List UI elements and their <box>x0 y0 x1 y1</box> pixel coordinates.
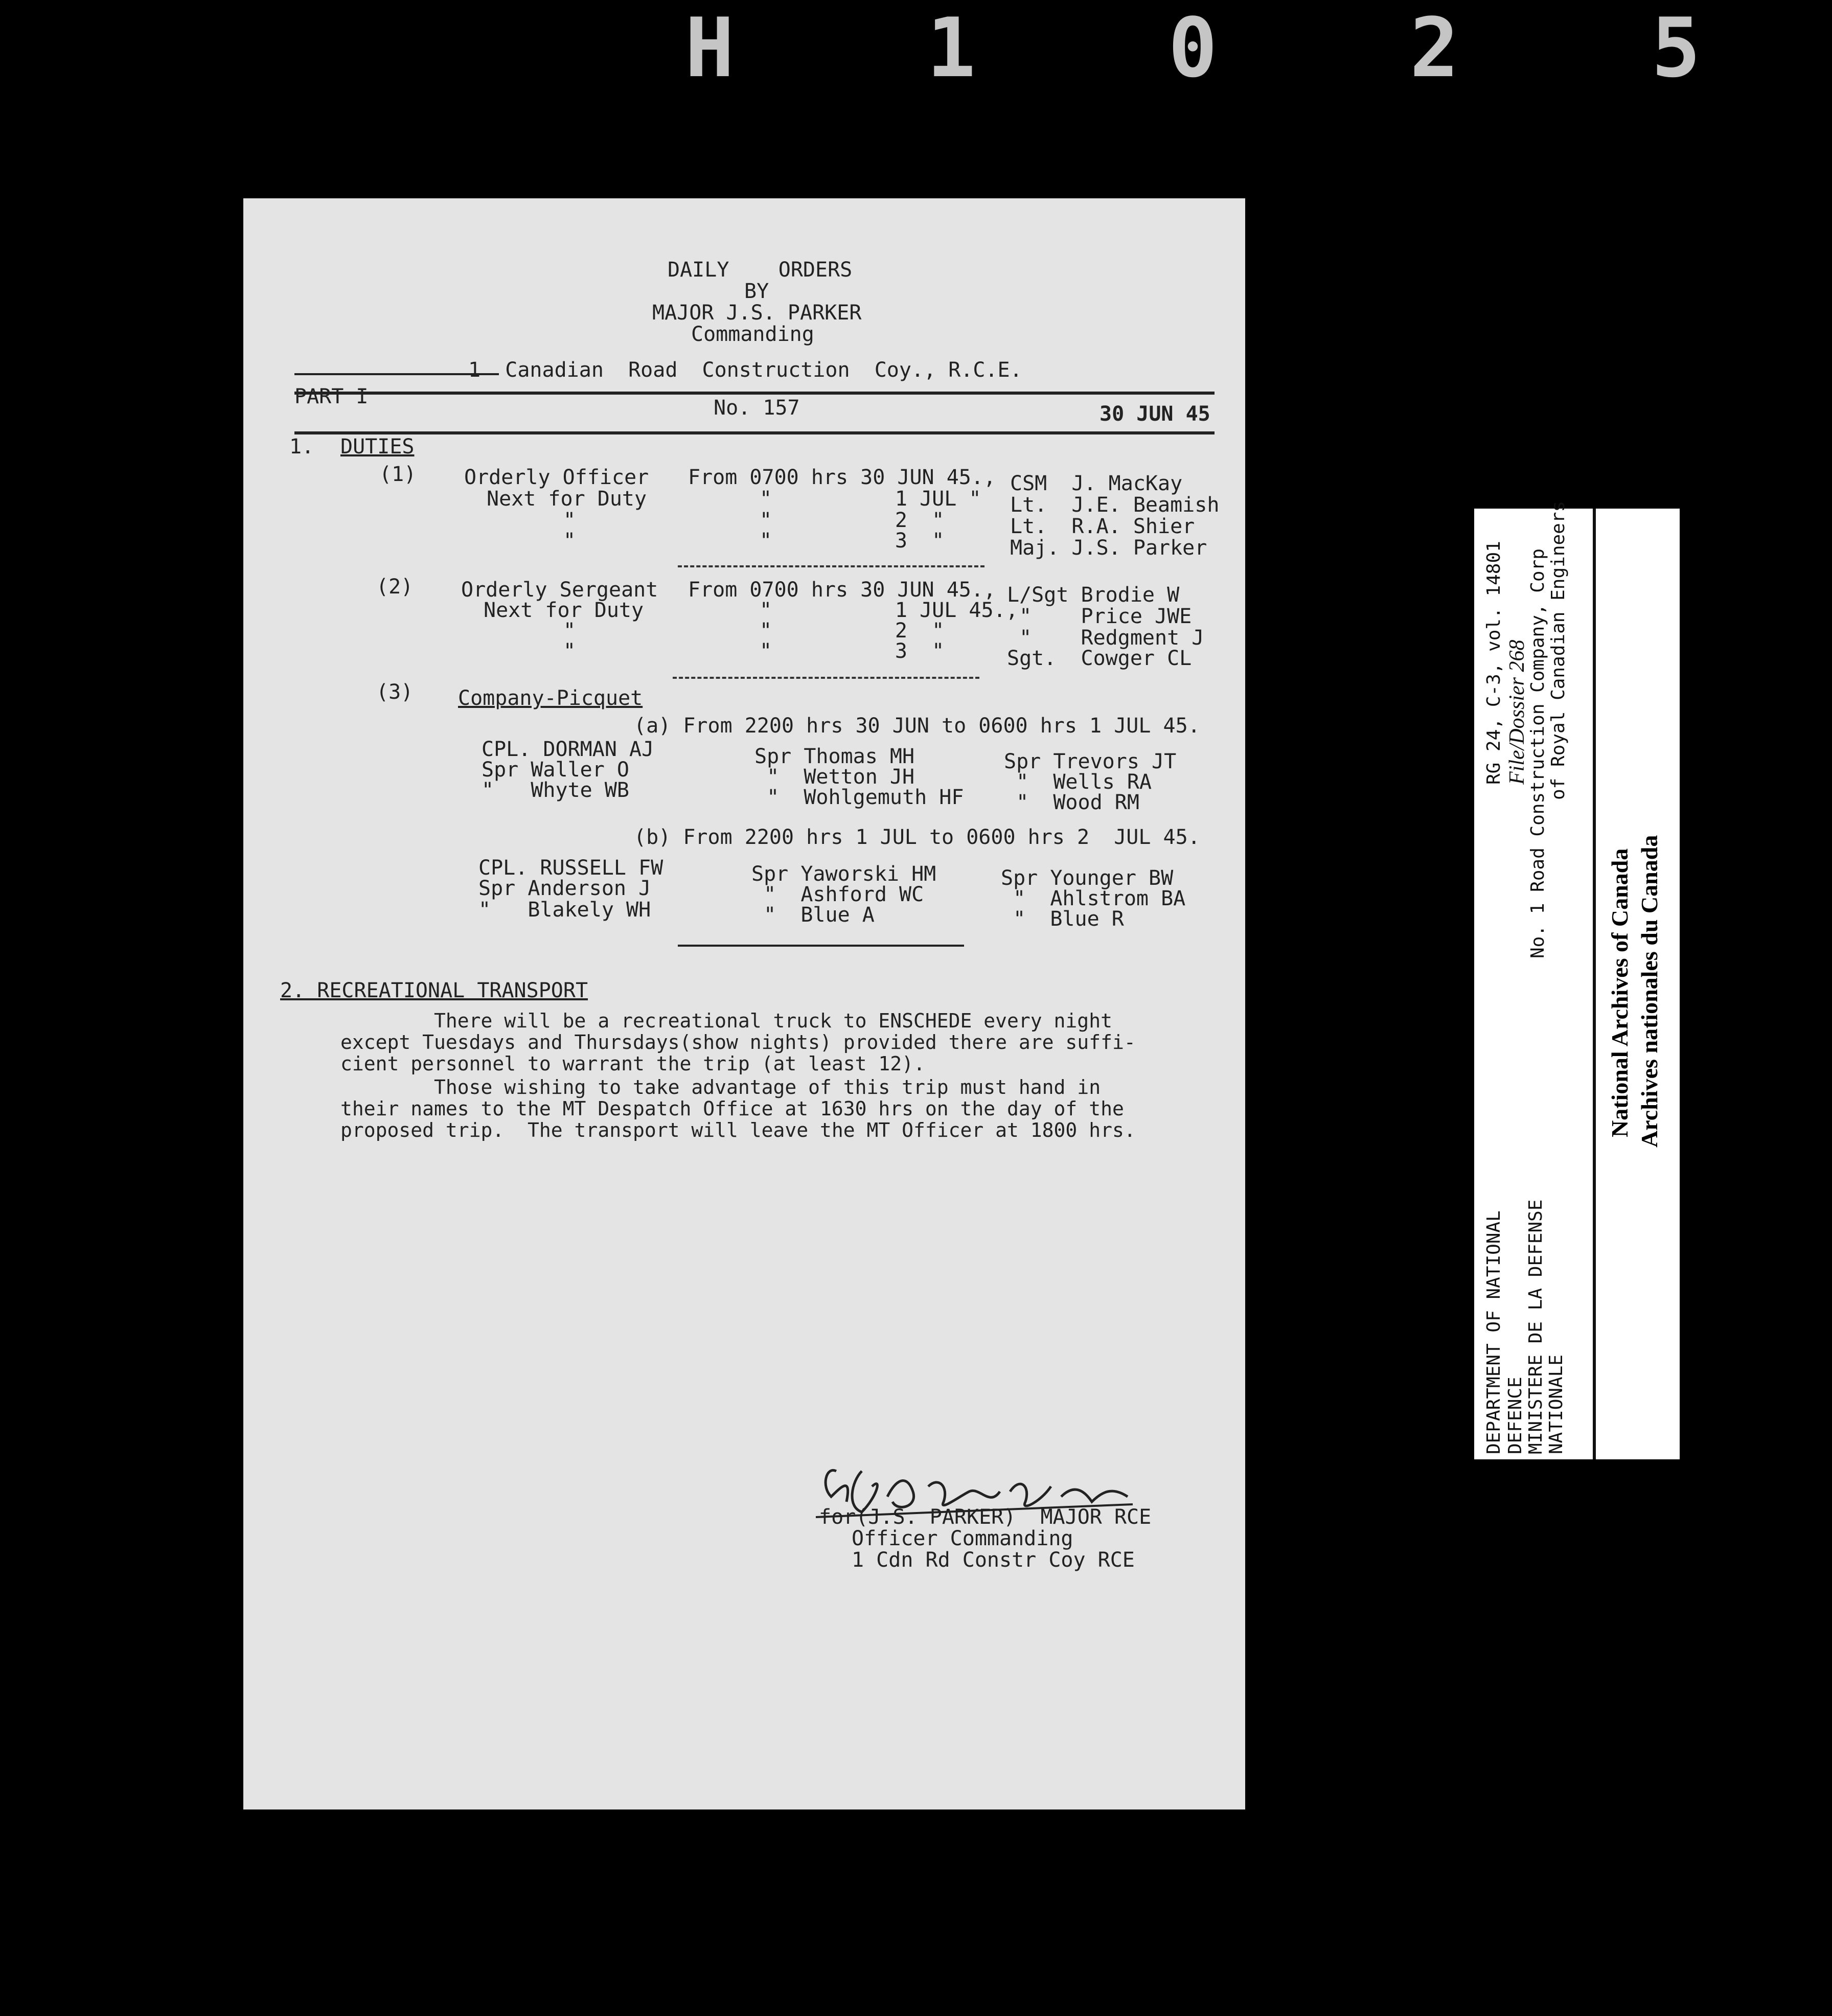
picquet-name: Spr Trevors JT <box>1004 750 1177 773</box>
sub2-number: (2) <box>376 575 414 599</box>
duty-person: Sgt. Cowger CL <box>1007 647 1192 670</box>
section2-title: 2. RECREATIONAL TRANSPORT <box>280 979 588 1002</box>
signature-line: for(J.S. PARKER) MAJOR RCE <box>819 1505 1152 1529</box>
picquet-name: " Blakely WH <box>478 898 651 922</box>
duty-period: From 0700 hrs 30 JUN 45., <box>688 578 996 602</box>
picquet-name: " Wohlgemuth HF <box>754 786 964 809</box>
microfilm-reel-number: H 1 0 2 5 <box>685 0 1772 96</box>
sub1-number: (1) <box>379 463 417 486</box>
picquet-title: Company-Picquet <box>458 686 643 710</box>
dept-label: DEPARTMENT OF NATIONAL <box>1483 1210 1504 1454</box>
picquet-name: Spr Anderson J <box>478 877 651 900</box>
duty-period: " 1 JUL " <box>760 487 981 511</box>
paragraph-line: Those wishing to take advantage of this trip must hand in <box>340 1076 1101 1098</box>
paragraph-line: There will be a recreational truck to ENSCHEDE every night <box>340 1010 1112 1032</box>
picquet-a-line: (a) From 2200 hrs 30 JUN to 0600 hrs 1 JUL 45. <box>634 714 1200 738</box>
picquet-name: " Blue R <box>1001 907 1124 931</box>
picquet-name: Spr Waller O <box>482 758 629 782</box>
separator <box>678 565 984 567</box>
duty-role: Orderly Sergeant <box>461 578 658 602</box>
header-rule-bottom <box>294 431 1215 434</box>
picquet-name: " Wells RA <box>1004 770 1152 794</box>
separator <box>678 945 964 947</box>
sub3-number: (3) <box>376 680 414 704</box>
picquet-name: Spr Yaworski HM <box>751 862 936 886</box>
part-label: PART I <box>294 385 369 408</box>
section1-number: 1. <box>289 435 314 459</box>
archive-file: File/Dossier 268 <box>1505 639 1529 785</box>
duty-role: " <box>563 529 576 553</box>
section1-title: DUTIES <box>340 435 415 459</box>
duty-person: CSM J. MacKay <box>1010 472 1183 495</box>
nac-french: Archives nationales du Canada <box>1636 835 1662 1148</box>
picquet-name: " Ahlstrom BA <box>1001 887 1186 910</box>
document-page <box>243 198 1245 1809</box>
order-number: No. 157 <box>714 396 800 420</box>
signature-line: 1 Cdn Rd Constr Coy RCE <box>852 1548 1135 1572</box>
duty-role: " <box>563 509 576 532</box>
dept-label: DEFENCE <box>1505 1377 1526 1454</box>
duty-person: Lt. R.A. Shier <box>1010 515 1195 538</box>
dept-label: NATIONALE <box>1546 1354 1567 1454</box>
duty-person: Maj. J.S. Parker <box>1010 536 1207 560</box>
dept-label: MINISTERE DE LA DEFENSE <box>1525 1199 1546 1454</box>
picquet-name: CPL. DORMAN AJ <box>482 738 654 761</box>
duty-period: " 2 " <box>760 509 945 532</box>
picquet-name: CPL. RUSSELL FW <box>478 856 663 880</box>
duty-role: Next for Duty <box>484 599 644 622</box>
paragraph-line: except Tuesdays and Thursdays(show nights) provided there are suffi- <box>340 1031 1136 1053</box>
duty-period: From 0700 hrs 30 JUN 45., <box>688 466 996 489</box>
title-commanding: Commanding <box>691 323 814 346</box>
nac-english: National Archives of Canada <box>1607 848 1633 1137</box>
separator <box>673 677 979 679</box>
duty-period: " 3 " <box>760 639 945 663</box>
duty-role: Orderly Officer <box>464 466 649 489</box>
nac-label <box>1593 509 1680 1459</box>
picquet-b-line: (b) From 2200 hrs 1 JUL to 0600 hrs 2 JUL 45. <box>634 826 1200 849</box>
title-commander: MAJOR J.S. PARKER <box>652 301 862 325</box>
duty-role: " <box>563 639 576 663</box>
duty-period: " 3 " <box>760 529 945 553</box>
picquet-name: Spr Younger BW <box>1001 866 1174 890</box>
paragraph-line: cient personnel to warrant the trip (at least 12). <box>340 1052 925 1075</box>
picquet-name: Spr Thomas MH <box>754 745 915 768</box>
duty-period: " 1 JUL 45., <box>760 599 1018 622</box>
picquet-name: " Ashford WC <box>751 883 924 906</box>
title-daily-orders: DAILY ORDERS <box>668 258 853 282</box>
signature-line: Officer Commanding <box>852 1527 1073 1550</box>
archive-reference: RG 24, C-3, vol. 14801 <box>1483 541 1504 785</box>
picquet-name: " Wetton JH <box>754 765 915 789</box>
title-by: BY <box>744 280 769 303</box>
duty-role: Next for Duty <box>487 487 647 511</box>
duty-period: " 2 " <box>760 619 945 643</box>
header-rule <box>294 392 1215 395</box>
duty-person: Lt. J.E. Beamish <box>1010 493 1220 517</box>
picquet-name: " Blue A <box>751 903 875 927</box>
duty-person: " Price JWE <box>1007 605 1192 628</box>
archive-description: No. 1 Road Construction Company, Corp <box>1527 548 1548 958</box>
paragraph-line: proposed trip. The transport will leave the MT Officer at 1800 hrs. <box>340 1119 1136 1141</box>
archive-description: of Royal Canadian Engineers <box>1548 500 1569 800</box>
paragraph-line: their names to the MT Despatch Office at 1630 hrs on the day of the <box>340 1097 1124 1120</box>
picquet-name: " Wood RM <box>1004 791 1139 814</box>
duty-role: " <box>563 619 576 643</box>
duty-person: L/Sgt Brodie W <box>1007 583 1180 607</box>
picquet-name: " Whyte WB <box>482 778 629 802</box>
unit-name: 1 Canadian Road Construction Coy., R.C.E. <box>468 358 1022 382</box>
order-date: 30 JUN 45 <box>1100 402 1210 426</box>
duty-person: " Redgment J <box>1007 626 1204 650</box>
